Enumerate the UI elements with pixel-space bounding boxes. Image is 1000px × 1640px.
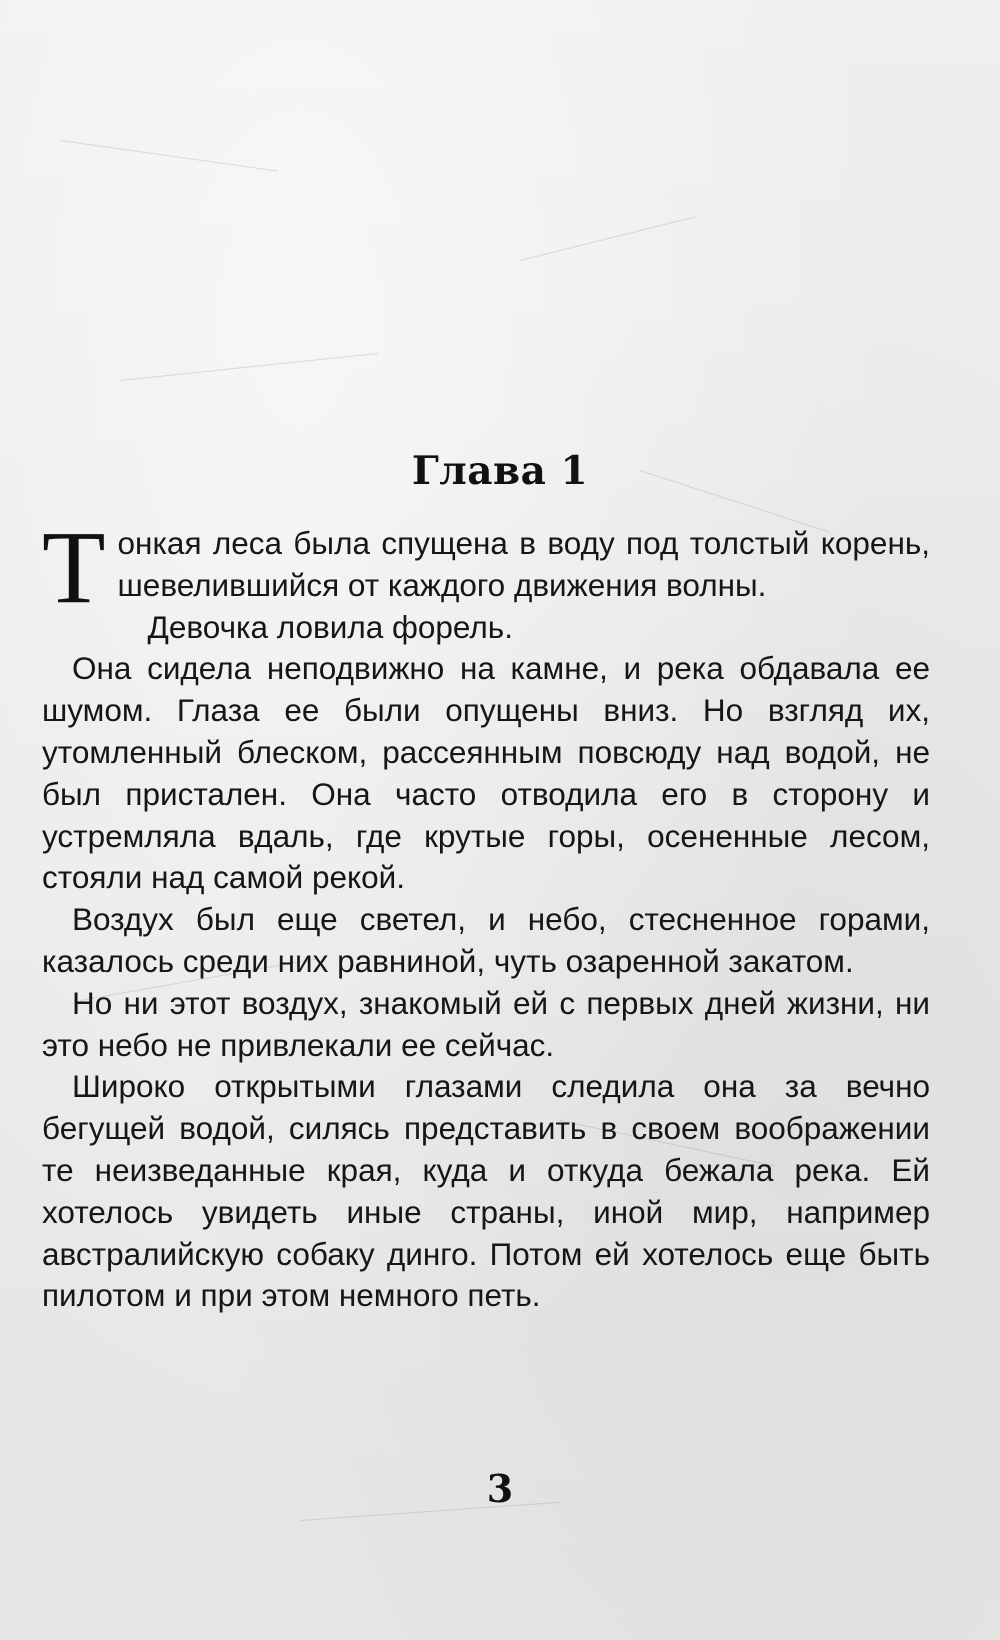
paragraph: Воздух был еще светел, и небо, стесненное горами, казалось среди них равниной, чуть озаренной закатом. [42, 901, 930, 979]
page-number: 3 [486, 1466, 514, 1511]
paragraph [42, 510, 930, 625]
chapter-title: Глава 1 [411, 448, 589, 494]
paper-fiber [120, 353, 379, 381]
paragraph: Девочка ловила форель. [147, 608, 513, 645]
paragraph: Широко открытыми глазами следила она за вечно бегущей водой, силясь представить в своем воображении те неизведанные края, куда и откуда бежала река. Ей хотелось увидеть иные страны, иной мир, например австралийскую собаку динго. Потом ей хотелось еще быть пилотом и при этом немного петь. [42, 1068, 930, 1314]
paragraph-text: онкая леса была спущена в воду под толстый корень, шевелившийся от каждого движения волны. [117, 525, 930, 603]
paragraph: Она сидела неподвижно на камне, и река обдавала ее шумом. Глаза ее были опущены вниз. Но взгляд их, утомленный блеском, рассеянным повсюду над водой, не был пристален. Она часто отводила его в сторону и устремляла вдаль, где крутые горы, осененные лесом, стояли над самой рекой. [42, 650, 930, 896]
paper-fiber [60, 140, 278, 172]
drop-cap: Т [42, 510, 106, 625]
paragraph: Но ни этот воздух, знакомый ей с первых дней жизни, ни это небо не привлекали ее сейчас. [42, 984, 930, 1063]
paper-fiber [520, 216, 695, 261]
chapter-text [42, 510, 930, 1317]
